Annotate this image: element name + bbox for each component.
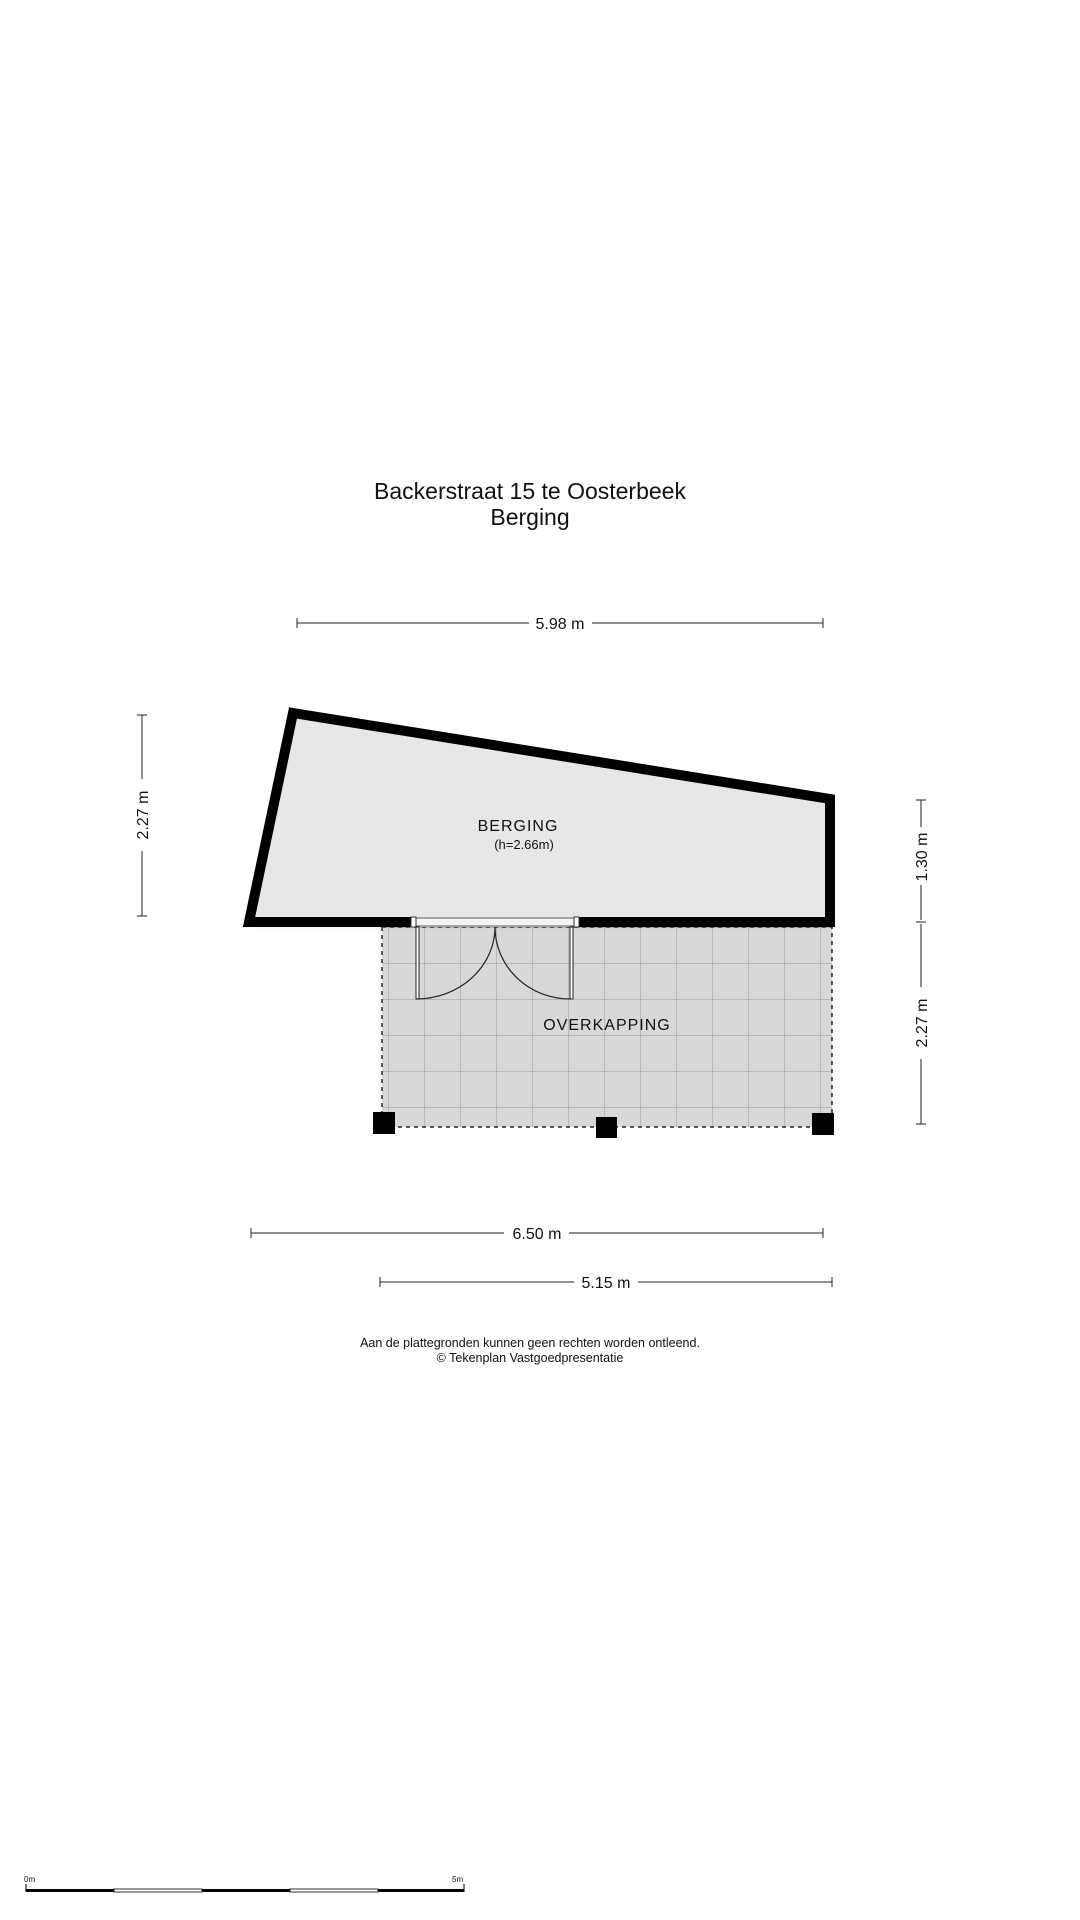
overkapping-label: OVERKAPPING (543, 1017, 671, 1034)
berging-height-label: (h=2.66m) (494, 837, 554, 852)
plan-floor-title: Berging (490, 504, 570, 530)
copyright-text: © Tekenplan Vastgoedpresentatie (436, 1351, 624, 1365)
scale-bar-end-label: 5m (452, 1875, 464, 1884)
plan-address-title: Backerstraat 15 te Oosterbeek (374, 478, 686, 504)
post-middle (596, 1117, 617, 1138)
dimension-top-label: 5.98 m (535, 616, 585, 633)
dimension-bottom-overkapping-label: 5.15 m (581, 1275, 631, 1292)
post-left (373, 1112, 395, 1134)
dimension-left-label: 2.27 m (135, 790, 152, 840)
dimension-right-lower-label: 2.27 m (914, 998, 931, 1048)
post-right (812, 1113, 834, 1135)
dimension-bottom-overall-label: 6.50 m (512, 1226, 562, 1243)
berging-label: BERGING (477, 818, 559, 835)
scale-bar (26, 1884, 464, 1892)
scale-bar-start-label: 0m (24, 1875, 36, 1884)
disclaimer-text: Aan de plattegronden kunnen geen rechten worden ontleend. (360, 1336, 700, 1350)
dimension-right-upper-label: 1.30 m (914, 832, 931, 882)
